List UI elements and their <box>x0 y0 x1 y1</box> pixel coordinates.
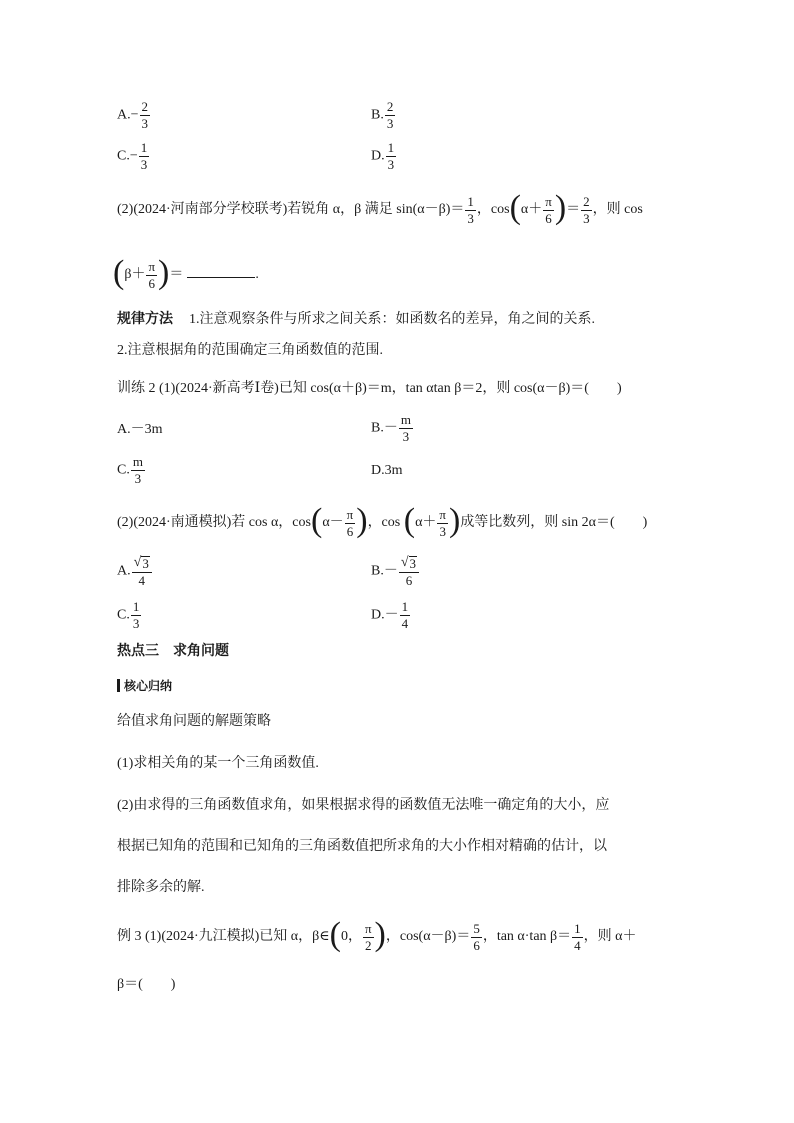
fraction: $\frac{1}{3}$ <box>132 599 140 631</box>
train2-option-c: C. $\frac{m}{3}$ <box>117 454 143 486</box>
fraction: $\frac{\pi}{6}$ <box>545 193 552 226</box>
fraction: $\frac{\pi}{3}$ <box>439 506 446 539</box>
example3-line1: 例 3 (1)(2024·九江模拟)已知 α，β∈(0， $\frac{\pi}{2}$ )，cos(α－β)＝ $\frac{5}{6}$ ，tan α·tan β＝ $\frac{1}{4}$ ，则 α＋ <box>117 916 637 953</box>
q1-option-d: D. $\frac{1}{3}$ <box>371 140 395 172</box>
q2-line1: (2)(2024·河南部分学校联考)若锐角 α，β 满足 sin(α－β)＝ $\frac{1}{3}$ ，cos(α＋ $\frac{\pi}{6}$ )＝ $\frac{2}{3}$ ，则 cos <box>117 189 643 226</box>
fraction: $\frac{\pi}{6}$ <box>346 506 354 539</box>
fraction: $\frac{1}{3}$ <box>387 140 395 172</box>
train2-q2-option-a: A. √ 3 4 <box>117 555 153 587</box>
fraction: $\frac{m}{3}$ <box>400 412 411 444</box>
fraction: $\frac{\pi}{6}$ <box>148 258 156 291</box>
fraction: $\frac{\pi}{2}$ <box>364 920 372 953</box>
q2-line2: (β＋ $\frac{\pi}{6}$ )＝ . <box>113 254 259 291</box>
strategy-step1: (1)求相关角的某一个三角函数值. <box>117 756 319 771</box>
strategy-step2-line1: (2)由求得的三角函数值求角，如果根据求得的函数值无法唯一确定角的大小，应 <box>117 798 610 813</box>
strategy-step2-line2: 根据已知角的范围和已知角的三角函数值把所求角的大小作相对精确的估计，以 <box>117 839 607 854</box>
q1-option-a: A.− $\frac{2}{3}$ <box>117 99 149 131</box>
fraction: $\frac{1}{3}$ <box>467 193 474 226</box>
strategy-step2-line3: 排除多余的解. <box>117 880 205 895</box>
train2-q2-option-c: C. $\frac{1}{3}$ <box>117 599 140 631</box>
fraction: $\frac{1}{4}$ <box>574 920 581 953</box>
train2-q1: 训练 2 (1)(2024·新高考Ⅰ卷)已知 cos(α＋β)＝m，tan αtan β＝2，则 cos(α－β)＝( ) <box>117 381 622 396</box>
section-heading: 热点三 求角问题 <box>117 644 229 659</box>
fraction: √ 3 6 <box>399 555 419 587</box>
train2-option-a: A.－3m <box>117 422 163 437</box>
method-line1: 规律方法 1.注意观察条件与所求之间关系：如函数名的差异，角之间的关系. <box>117 312 595 327</box>
fraction: $\frac{5}{6}$ <box>473 920 480 953</box>
fraction: $\frac{1}{4}$ <box>401 599 409 631</box>
strategy-title: 给值求角问题的解题策略 <box>117 714 271 729</box>
train2-option-d: D.3m <box>371 463 403 478</box>
q1-option-b: B. $\frac{2}{3}$ <box>371 99 394 131</box>
answer-blank <box>187 263 255 278</box>
example3-line2: β＝( ) <box>117 977 176 992</box>
method-line2: 2.注意根据角的范围确定三角函数值的范围. <box>117 343 383 358</box>
fraction: $\frac{2}{3}$ <box>583 193 590 226</box>
train2-option-b: B.－ $\frac{m}{3}$ <box>371 412 411 444</box>
fraction: $\frac{m}{3}$ <box>132 454 143 486</box>
fraction: $\frac{2}{3}$ <box>386 99 394 131</box>
section-marker-bar <box>117 679 120 692</box>
fraction: √ 3 4 <box>132 555 152 587</box>
train2-q2-option-d: D.－ $\frac{1}{4}$ <box>371 599 409 631</box>
fraction: $\frac{2}{3}$ <box>141 99 149 131</box>
core-summary-label: 核心归纳 <box>124 679 173 693</box>
fraction: $\frac{1}{3}$ <box>140 140 148 172</box>
q1-option-c: C.− $\frac{1}{3}$ <box>117 140 148 172</box>
train2-q2-option-b: B.－ √ 3 6 <box>371 555 420 587</box>
train2-q2: (2)(2024·南通模拟)若 cos α，cos(α－ $\frac{\pi}{6}$ )，cos (α＋ $\frac{\pi}{3}$ )成等比数列，则 sin 2α＝( ) <box>117 502 648 539</box>
